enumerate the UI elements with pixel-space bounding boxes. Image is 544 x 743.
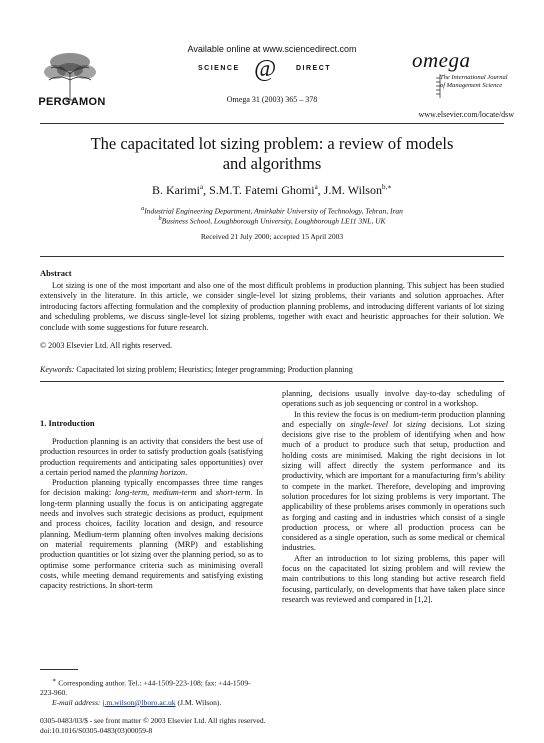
paragraph-text: decisions. Lot sizing decisions give rise to the problem of identifying when and how much of a product to produce such that setup, production and holding costs are minimised. Making the right decisions in lot sizing will affect directly the system performance and its productivity, which are important for a manufacturing firm’s ability to compete in the market. Therefore, developing and improving solution procedures for lot sizing problems is very important. The applicability of these problems arises commonly in operations such as forging and casting and in industries which consist of a single production process, or where all production process can be considered as a single operation, such as some medical or chemical industries. [282, 419, 505, 553]
paragraph-text: and [196, 488, 216, 498]
paragraph: planning, decisions usually involve day-to-day scheduling of operations such as job sequencing or control in a workshop. [282, 389, 505, 409]
author-name: J.M. Wilson [323, 183, 382, 197]
paragraph [40, 478, 263, 591]
sciencedirect-at-icon: @ [254, 56, 277, 82]
paragraph-text: . In long-term planning usually the focus is on anticipating aggregate needs and involves such strategic decisions as product, equipment and process choices, facility location and design, and resource planning. Medium-term planning often involves making decisions on material requirements planning (MRP) and establishing production quantities or lot sizing over the planning period, so as to optimise some performance criteria such as minimising overall costs, while meeting demand requirements and satisfying existing capacity restrictions. In short-term [40, 488, 263, 591]
emphasis-text: long-term [114, 488, 148, 498]
title-line: and algorithms [222, 154, 322, 173]
journal-subtitle: The International Journal [440, 74, 508, 81]
title-line: The capacitated lot sizing problem: a review of models [90, 134, 454, 153]
affiliation-text: Industrial Engineering Department, Amirkabir University of Technology, Tehran, Iran [144, 206, 403, 216]
paragraph: After an introduction to lot sizing problems, this paper will focus on the capacitated lot sizing problem and will review the main contributions to this long standing but active research field focusing, particularly, on developments that have taken place since research was reviewed and compared in [1,2]. [282, 553, 505, 604]
journal-url-link[interactable]: www.elsevier.com/locate/dsw [418, 110, 514, 119]
keywords-label: Keywords: [40, 365, 75, 374]
emphasis-text: medium-term [152, 488, 197, 498]
abstract-copyright: © 2003 Elsevier Ltd. All rights reserved. [40, 341, 173, 350]
issn-line: 0305-0483/03/$ - see front matter © 2003 Elsevier Ltd. All rights reserved. [40, 716, 266, 725]
footnote [40, 676, 263, 707]
footnote-mark: ∗ [52, 677, 57, 684]
received-dates: Received 21 July 2000; accepted 15 April 2003 [200, 232, 344, 241]
email-link[interactable]: j.m.wilson@lboro.ac.uk [102, 697, 176, 707]
author-affiliation-mark[interactable]: b,∗ [381, 183, 392, 191]
abstract-top-divider [40, 256, 504, 257]
author-name: B. Karimi [152, 183, 200, 197]
affiliation [40, 215, 504, 226]
author-list: B. Karimi$^a$, S.M.T. Fatemi Ghomi$^a$, J.M. Wilson$^{b,∗}$ [152, 183, 392, 197]
paragraph-text: , [147, 488, 153, 498]
footnote-text: Corresponding author. Tel.: +44-1509-223-108; fax: +44-1509-223-960. [40, 678, 251, 698]
affiliation [40, 205, 504, 216]
email-suffix: (J.M. Wilson). [175, 697, 222, 707]
paragraph [282, 410, 505, 554]
emphasis-text: planning horizon [128, 467, 186, 477]
author-affiliation-mark: a [200, 183, 204, 191]
available-online-line[interactable]: Available online at www.sciencedirect.com [187, 44, 357, 54]
left-column [40, 437, 263, 591]
paragraph-text: Production planning is an activity that considers the best use of production resources in order to satisfy production goals (satisfying production requirements and anticipating sales opportunities) over a certain period named the [40, 437, 263, 477]
paragraph-text: Production planning typically encompasses three time ranges for decision making: [40, 478, 263, 498]
email-label: E-mail address: [52, 697, 101, 707]
section-heading: 1. Introduction [40, 418, 95, 428]
journal-subtitle: of Management Science [440, 82, 503, 89]
emphasis-text: short-term [215, 488, 251, 498]
publisher-name: PERGAMON [38, 96, 106, 108]
paragraph-text: In this review the focus is on medium-term production planning and especially on [282, 409, 505, 429]
affiliation-mark: a [141, 205, 145, 212]
affiliation-text: Business School, Loughborough University, Loughborough LE11 3NL, UK [161, 216, 386, 226]
doi-line[interactable]: doi:10.1016/S0305-0483(03)00059-8 [40, 726, 153, 735]
author-name: S.M.T. Fatemi Ghomi [209, 183, 315, 197]
journal-reference: Omega 31 (2003) 365 – 378 [226, 95, 318, 104]
paragraph-text: . [185, 467, 188, 477]
abstract-bottom-divider [40, 381, 504, 382]
emphasis-text: single-level lot sizing [350, 419, 427, 429]
keywords-line [40, 365, 504, 374]
article-title [40, 134, 504, 174]
sciencedirect-logo-left: SCIENCE [198, 65, 240, 72]
keywords-text: Capacitated lot sizing problem; Heuristics; Integer programming; Production planning [76, 365, 353, 374]
right-column [282, 389, 505, 605]
journal-name: omega [412, 48, 471, 72]
abstract-heading: Abstract [40, 268, 72, 278]
footnote-divider [40, 669, 78, 670]
header-divider [40, 123, 504, 124]
paragraph [40, 437, 263, 478]
abstract-body: Lot sizing is one of the most important and also one of the most difficult problems in production planning. This subject has been studied extensively in the literature. In this article, we consider single-level lot sizing problems, their variants and solution approaches. After introducing factors affecting formulation and the complexity of production planning problems, and introducing different variants of lot sizing and scheduling problems, we discuss single-level lot sizing problems, together with exact and heuristic approaches for their solution. We conclude with some suggestions for future research. [40, 281, 504, 332]
sciencedirect-logo-right: DIRECT [296, 65, 332, 72]
author-affiliation-mark: a [314, 183, 318, 191]
affiliation-mark: b [158, 215, 162, 222]
